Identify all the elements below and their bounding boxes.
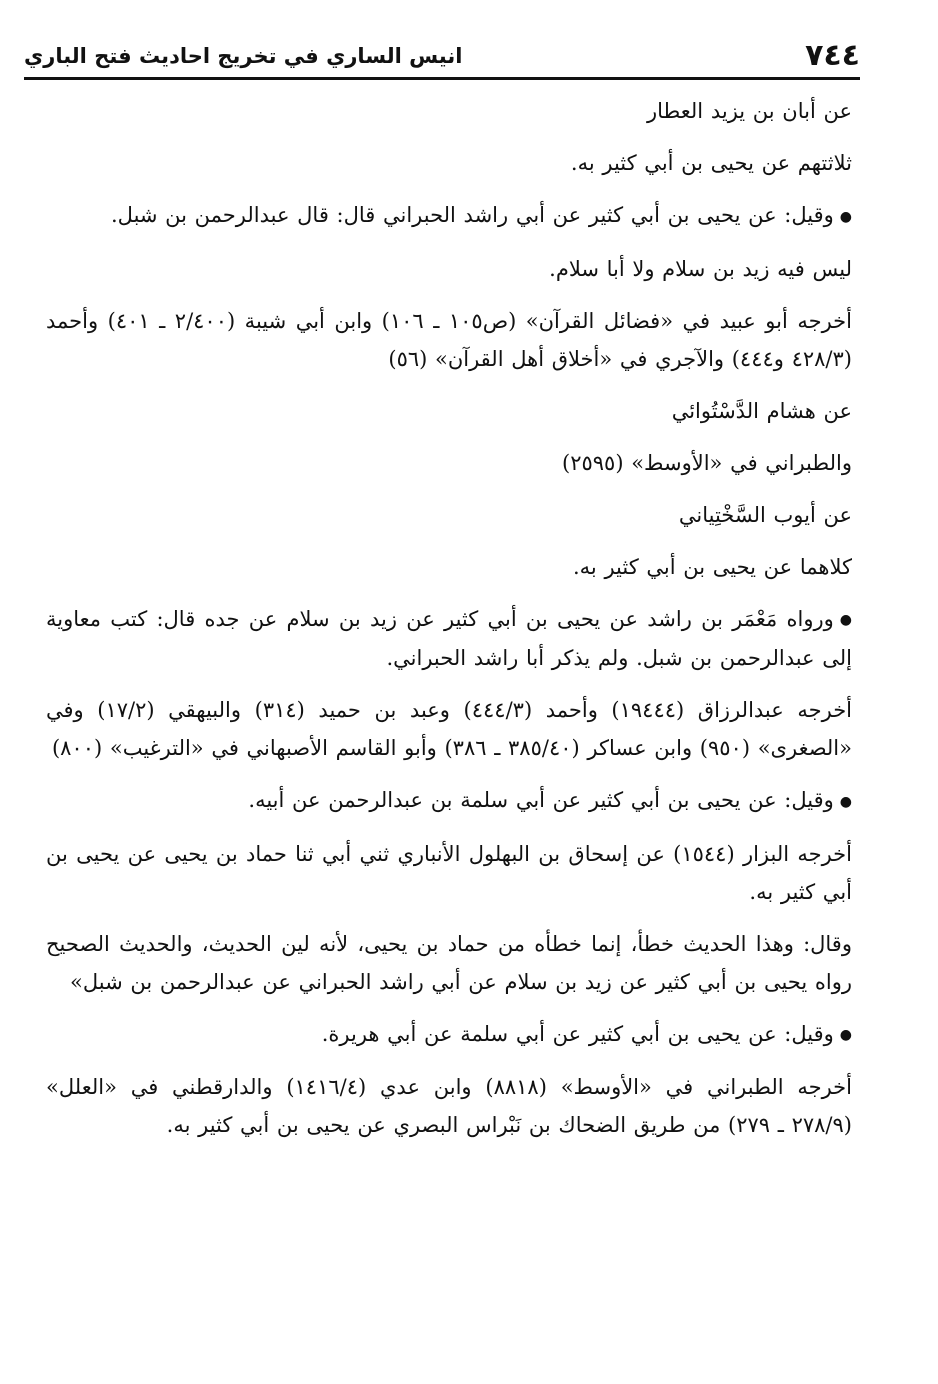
page-body bbox=[46, 92, 852, 1158]
paragraph-text: عن أيوب السَّخْتِياني bbox=[678, 502, 852, 527]
paragraph-11 bbox=[46, 691, 852, 767]
paragraph-text: وقيل: عن يحيى بن أبي كثير عن أبي سلمة عن أبي هريرة. bbox=[321, 1021, 834, 1046]
paragraph-13 bbox=[46, 835, 852, 911]
paragraph-16 bbox=[46, 1068, 852, 1144]
paragraph-text: ورواه مَعْمَر بن راشد عن يحيى بن أبي كثير عن زيد بن سلام عن جده قال: كتب معاوية إلى عبدالرحمن بن شبل. ولم يذكر أبا راشد الحبراني. bbox=[46, 606, 852, 670]
paragraph-10 bbox=[46, 600, 852, 678]
paragraph-text: أخرجه عبدالرزاق (١٩٤٤٤) وأحمد (٤٤٤/٣) وعبد بن حميد (٣١٤) والبيهقي (١٧/٢) وفي «الصغرى» (٩٥٠) وابن عساكر (٣٨٥/٤٠ ـ ٣٨٦) وأبو القاسم الأصبهاني في «الترغيب» (٨٠٠) bbox=[46, 698, 853, 760]
paragraph-text: وقال: وهذا الحديث خطأ، إنما خطأه من حماد بن يحيى، لأنه لين الحديث، والحديث الصحيح رواه يحيى بن أبي كثير عن زيد بن سلام عن أبي راشد الحبراني عن عبدالرحمن بن شبل» bbox=[46, 931, 852, 994]
paragraph-1 bbox=[46, 92, 852, 130]
paragraph-text: أخرجه الطبراني في «الأوسط» (٨٨١٨) وابن عدي (١٤١٦/٤) والدارقطني في «العلل» (٢٧٨/٩ ـ ٢٧٩) من طريق الضحاك بن نَبْراس البصري عن يحيى بن أبي كثير به. bbox=[46, 1075, 853, 1137]
paragraph-9 bbox=[46, 548, 852, 586]
paragraph-text: أخرجه البزار (١٥٤٤) عن إسحاق بن البهلول الأنباري ثني أبي ثنا حماد بن يحيى عن يحيى بن أبي كثير به. bbox=[46, 841, 852, 904]
header-rule bbox=[24, 77, 860, 80]
paragraph-text: وقيل: عن يحيى بن أبي كثير عن أبي سلمة بن عبدالرحمن عن أبيه. bbox=[248, 788, 834, 812]
page-number: ٧٤٤ bbox=[805, 38, 860, 73]
paragraph-3 bbox=[46, 196, 852, 236]
paragraph-8 bbox=[46, 496, 852, 534]
paragraph-15 bbox=[46, 1015, 852, 1055]
paragraph-4 bbox=[46, 250, 852, 288]
page-header bbox=[24, 30, 860, 74]
bullet-icon: ● bbox=[839, 1027, 852, 1043]
paragraph-text: وقيل: عن يحيى بن أبي كثير عن أبي راشد الحبراني قال: قال عبدالرحمن بن شبل. bbox=[110, 203, 834, 227]
paragraph-text: ليس فيه زيد بن سلام ولا أبا سلام. bbox=[549, 256, 852, 281]
bullet-icon: ● bbox=[839, 208, 852, 225]
bullet-icon: ● bbox=[839, 612, 852, 628]
bullet-icon: ● bbox=[839, 793, 852, 810]
paragraph-7 bbox=[46, 444, 852, 482]
running-title: انيس الساري في تخريج احاديث فتح الباري bbox=[24, 44, 463, 68]
paragraph-text: ثلاثتهم عن يحيى بن أبي كثير به. bbox=[570, 151, 852, 175]
paragraph-text: أخرجه أبو عبيد في «فضائل القرآن» (ص١٠٥ ـ ١٠٦) وابن أبي شيبة (٢/٤٠٠ ـ ٤٠١) وأحمد (٤٢٨/٣ و٤٤٤) والآجري في «أخلاق أهل القرآن» (٥٦) bbox=[46, 308, 852, 371]
paragraph-text: والطبراني في «الأوسط» (٢٥٩٥) bbox=[562, 450, 852, 475]
paragraph-12 bbox=[46, 781, 852, 821]
paragraph-text: كلاهما عن يحيى بن أبي كثير به. bbox=[573, 554, 852, 579]
paragraph-5 bbox=[46, 302, 852, 378]
paragraph-text: عن هشام الدَّسْتُوائي bbox=[671, 398, 852, 423]
paragraph-14 bbox=[46, 925, 852, 1001]
paragraph-6 bbox=[46, 392, 852, 430]
paragraph-text: عن أبان بن يزيد العطار bbox=[647, 99, 852, 123]
paragraph-2 bbox=[46, 144, 852, 182]
